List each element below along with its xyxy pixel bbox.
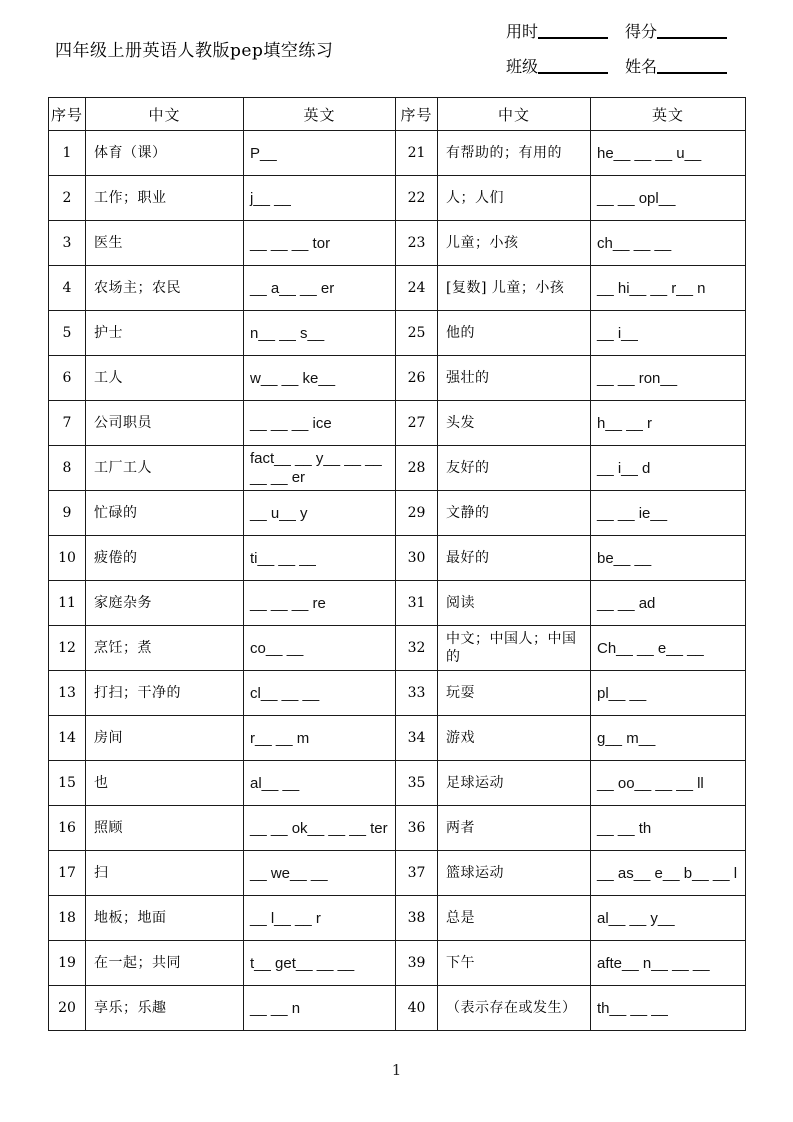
english-cell-left: al__ __ <box>244 761 396 806</box>
table-row <box>49 986 746 1031</box>
chinese-cell-right: 篮球运动 <box>438 851 591 896</box>
chinese-cell-left: 照顾 <box>86 806 244 851</box>
english-cell-left: n__ __ s__ <box>244 311 396 356</box>
row-number-left: 10 <box>49 536 86 581</box>
row-number-right: 23 <box>396 221 438 266</box>
table-row <box>49 446 746 491</box>
english-cell-right: __ oo__ __ __ ll <box>591 761 746 806</box>
chinese-cell-right: 头发 <box>438 401 591 446</box>
english-cell-left: ti__ __ __ <box>244 536 396 581</box>
row-number-right: 39 <box>396 941 438 986</box>
row-number-left: 4 <box>49 266 86 311</box>
vocab-table-body <box>49 131 746 1031</box>
table-row <box>49 761 746 806</box>
chinese-cell-right: 阅读 <box>438 581 591 626</box>
chinese-cell-left: 扫 <box>86 851 244 896</box>
english-cell-left: co__ __ <box>244 626 396 671</box>
chinese-cell-left: 在一起；共同 <box>86 941 244 986</box>
row-number-right: 34 <box>396 716 438 761</box>
row-number-left: 1 <box>49 131 86 176</box>
col-header-english: 英文 <box>591 98 746 131</box>
english-cell-right: be__ __ <box>591 536 746 581</box>
chinese-cell-right: 玩耍 <box>438 671 591 716</box>
row-number-right: 31 <box>396 581 438 626</box>
table-row <box>49 896 746 941</box>
row-number-left: 5 <box>49 311 86 356</box>
english-cell-left: j__ __ <box>244 176 396 221</box>
table-row <box>49 581 746 626</box>
vocab-table <box>48 97 746 1031</box>
row-number-right: 36 <box>396 806 438 851</box>
chinese-cell-left: 烹饪；煮 <box>86 626 244 671</box>
chinese-cell-left: 家庭杂务 <box>86 581 244 626</box>
row-number-left: 14 <box>49 716 86 761</box>
table-row <box>49 491 746 536</box>
english-cell-left: __ l__ __ r <box>244 896 396 941</box>
field-name-label: 姓名 <box>625 57 658 76</box>
chinese-cell-right: 有帮助的；有用的 <box>438 131 591 176</box>
field-name <box>625 58 727 76</box>
field-class <box>506 58 608 76</box>
row-number-left: 11 <box>49 581 86 626</box>
english-cell-right: ch__ __ __ <box>591 221 746 266</box>
page-title: 四年级上册英语人教版pep填空练习 <box>55 41 334 61</box>
english-cell-left: __ u__ y <box>244 491 396 536</box>
chinese-cell-right: 两者 <box>438 806 591 851</box>
row-number-left: 19 <box>49 941 86 986</box>
row-number-right: 40 <box>396 986 438 1031</box>
table-row <box>49 131 746 176</box>
chinese-cell-left: 公司职员 <box>86 401 244 446</box>
row-number-right: 27 <box>396 401 438 446</box>
chinese-cell-left: 享乐；乐趣 <box>86 986 244 1031</box>
english-cell-right: afte__ n__ __ __ <box>591 941 746 986</box>
english-cell-left: fact__ __ y__ __ __ __ __ er <box>244 446 396 491</box>
chinese-cell-left: 房间 <box>86 716 244 761</box>
chinese-cell-right: 下午 <box>438 941 591 986</box>
field-score <box>625 23 727 41</box>
row-number-left: 20 <box>49 986 86 1031</box>
table-row <box>49 176 746 221</box>
table-row <box>49 806 746 851</box>
col-header-chinese: 中文 <box>438 98 591 131</box>
chinese-cell-right: 人；人们 <box>438 176 591 221</box>
row-number-right: 32 <box>396 626 438 671</box>
table-row <box>49 671 746 716</box>
chinese-cell-left: 工厂工人 <box>86 446 244 491</box>
chinese-cell-right: 总是 <box>438 896 591 941</box>
row-number-right: 30 <box>396 536 438 581</box>
english-cell-right: __ i__ d <box>591 446 746 491</box>
english-cell-left: P__ <box>244 131 396 176</box>
english-cell-right: __ __ opl__ <box>591 176 746 221</box>
chinese-cell-right: [复数] 儿童；小孩 <box>438 266 591 311</box>
row-number-right: 37 <box>396 851 438 896</box>
english-cell-right: Ch__ __ e__ __ <box>591 626 746 671</box>
english-cell-right: __ __ ie__ <box>591 491 746 536</box>
table-row <box>49 851 746 896</box>
english-cell-right: __ __ ad <box>591 581 746 626</box>
english-cell-left: __ a__ __ er <box>244 266 396 311</box>
col-header-english: 英文 <box>244 98 396 131</box>
english-cell-right: __ i__ <box>591 311 746 356</box>
row-number-right: 38 <box>396 896 438 941</box>
table-header-row <box>49 98 746 131</box>
row-number-left: 17 <box>49 851 86 896</box>
english-cell-right: pl__ __ <box>591 671 746 716</box>
table-row <box>49 266 746 311</box>
english-cell-right: he__ __ __ u__ <box>591 131 746 176</box>
field-score-blank <box>657 37 727 39</box>
table-row <box>49 221 746 266</box>
col-header-number: 序号 <box>49 98 86 131</box>
chinese-cell-left: 打扫；干净的 <box>86 671 244 716</box>
row-number-right: 26 <box>396 356 438 401</box>
row-number-left: 8 <box>49 446 86 491</box>
chinese-cell-right: 游戏 <box>438 716 591 761</box>
row-number-right: 21 <box>396 131 438 176</box>
row-number-left: 18 <box>49 896 86 941</box>
row-number-right: 29 <box>396 491 438 536</box>
chinese-cell-right: 中文；中国人；中国的 <box>438 626 591 671</box>
chinese-cell-right: 文静的 <box>438 491 591 536</box>
chinese-cell-left: 地板；地面 <box>86 896 244 941</box>
english-cell-right: g__ m__ <box>591 716 746 761</box>
english-cell-left: __ __ ok__ __ __ ter <box>244 806 396 851</box>
chinese-cell-right: 最好的 <box>438 536 591 581</box>
page-number: 1 <box>391 1061 402 1079</box>
english-cell-left: w__ __ ke__ <box>244 356 396 401</box>
english-cell-left: __ __ __ tor <box>244 221 396 266</box>
english-cell-right: al__ __ y__ <box>591 896 746 941</box>
row-number-left: 13 <box>49 671 86 716</box>
chinese-cell-left: 农场主；农民 <box>86 266 244 311</box>
table-row <box>49 941 746 986</box>
row-number-left: 9 <box>49 491 86 536</box>
field-row-class-name <box>506 55 756 76</box>
field-class-blank <box>538 72 608 74</box>
col-header-number: 序号 <box>396 98 438 131</box>
english-cell-right: th__ __ __ <box>591 986 746 1031</box>
chinese-cell-right: 他的 <box>438 311 591 356</box>
chinese-cell-left: 忙碌的 <box>86 491 244 536</box>
row-number-left: 2 <box>49 176 86 221</box>
chinese-cell-right: 儿童；小孩 <box>438 221 591 266</box>
table-row <box>49 401 746 446</box>
chinese-cell-left: 医生 <box>86 221 244 266</box>
row-number-left: 3 <box>49 221 86 266</box>
english-cell-left: r__ __ m <box>244 716 396 761</box>
chinese-cell-left: 工作；职业 <box>86 176 244 221</box>
english-cell-left: t__ get__ __ __ <box>244 941 396 986</box>
english-cell-right: __ __ ron__ <box>591 356 746 401</box>
table-row <box>49 536 746 581</box>
chinese-cell-right: 友好的 <box>438 446 591 491</box>
chinese-cell-left: 体育（课） <box>86 131 244 176</box>
table-row <box>49 311 746 356</box>
row-number-left: 6 <box>49 356 86 401</box>
field-score-label: 得分 <box>625 22 658 41</box>
english-cell-right: __ hi__ __ r__ n <box>591 266 746 311</box>
field-time <box>506 23 608 41</box>
header-fields <box>506 20 756 90</box>
row-number-left: 15 <box>49 761 86 806</box>
row-number-right: 22 <box>396 176 438 221</box>
english-cell-right: __ __ th <box>591 806 746 851</box>
english-cell-left: __ __ n <box>244 986 396 1031</box>
english-cell-left: cl__ __ __ <box>244 671 396 716</box>
english-cell-right: __ as__ e__ b__ __ l <box>591 851 746 896</box>
chinese-cell-right: 强壮的 <box>438 356 591 401</box>
english-cell-left: __ __ __ re <box>244 581 396 626</box>
field-row-time-score <box>506 20 756 41</box>
row-number-left: 7 <box>49 401 86 446</box>
row-number-right: 28 <box>396 446 438 491</box>
field-time-blank <box>538 37 608 39</box>
chinese-cell-right: （表示存在或发生） <box>438 986 591 1031</box>
row-number-right: 25 <box>396 311 438 356</box>
table-row <box>49 356 746 401</box>
field-time-label: 用时 <box>506 22 539 41</box>
chinese-cell-left: 工人 <box>86 356 244 401</box>
chinese-cell-left: 护士 <box>86 311 244 356</box>
row-number-left: 16 <box>49 806 86 851</box>
row-number-right: 35 <box>396 761 438 806</box>
row-number-left: 12 <box>49 626 86 671</box>
chinese-cell-right: 足球运动 <box>438 761 591 806</box>
english-cell-right: h__ __ r <box>591 401 746 446</box>
field-class-label: 班级 <box>506 57 539 76</box>
row-number-right: 33 <box>396 671 438 716</box>
table-row <box>49 626 746 671</box>
chinese-cell-left: 也 <box>86 761 244 806</box>
chinese-cell-left: 疲倦的 <box>86 536 244 581</box>
english-cell-left: __ we__ __ <box>244 851 396 896</box>
row-number-right: 24 <box>396 266 438 311</box>
english-cell-left: __ __ __ ice <box>244 401 396 446</box>
field-name-blank <box>657 72 727 74</box>
table-row <box>49 716 746 761</box>
col-header-chinese: 中文 <box>86 98 244 131</box>
